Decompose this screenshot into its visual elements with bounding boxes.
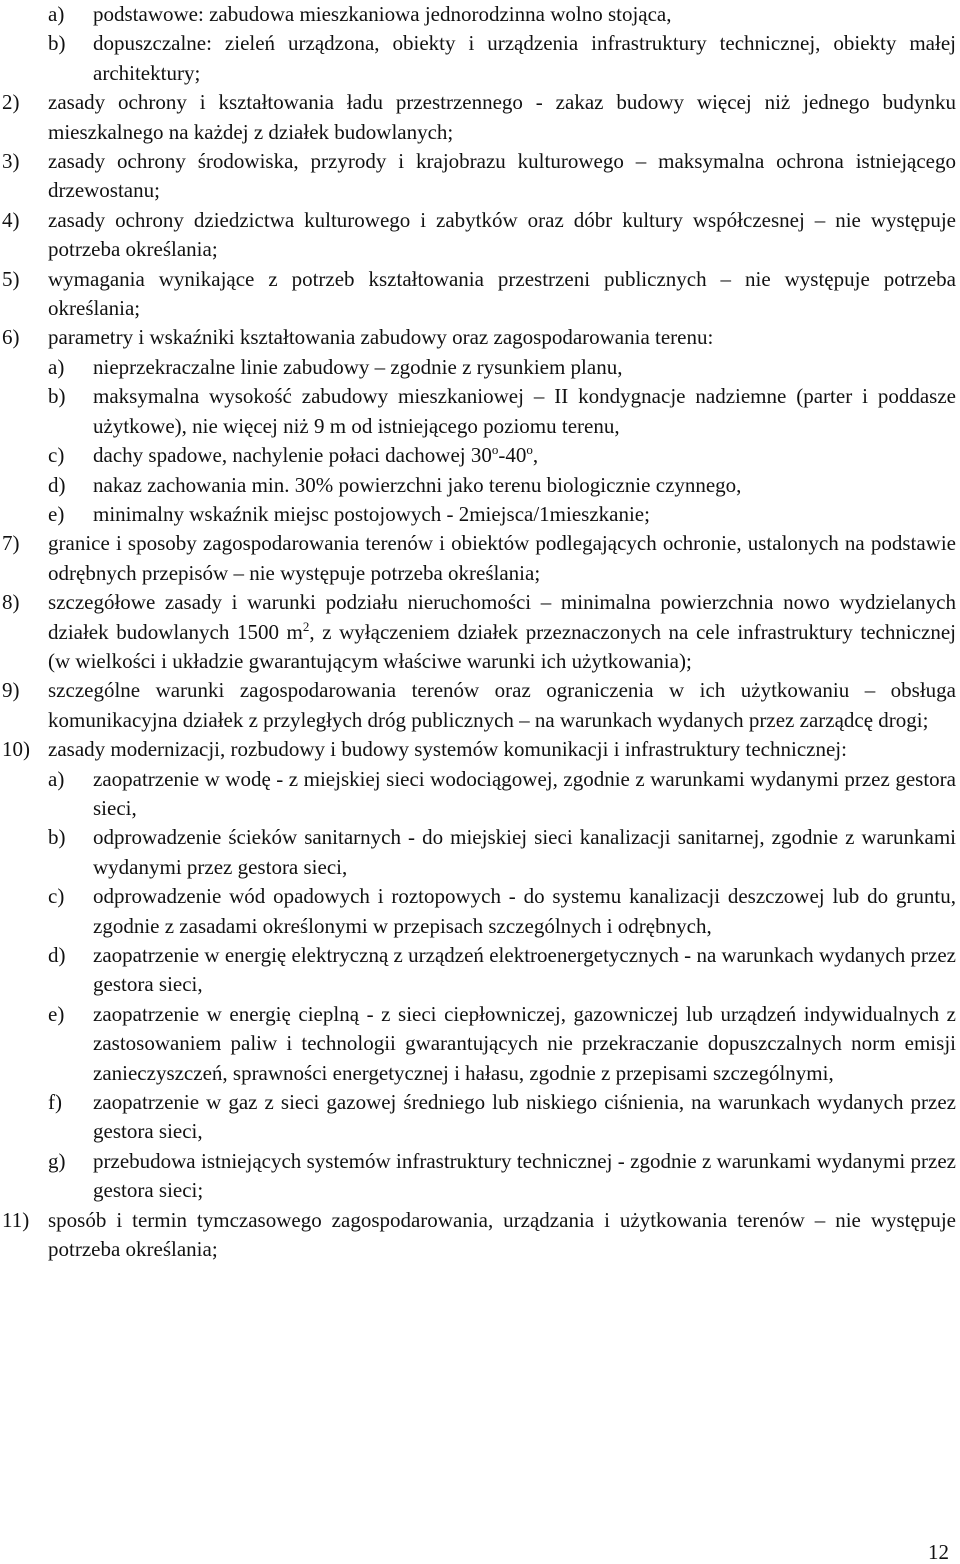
list-item-text: szczególne warunki zagospodarowania terenów oraz ograniczenia w ich użytkowaniu – obsługa komunikacyjna działek z przyległych dróg publicznych – na warunkach wydanych przez zarządcę drogi;: [48, 678, 956, 732]
list-marker: 8): [2, 590, 20, 615]
list-item-text: zaopatrzenie w wodę - z miejskiej sieci wodociągowej, zgodnie z warunkami wydanymi przez gestora sieci,: [93, 766, 956, 820]
list-item-text: podstawowe: zabudowa mieszkaniowa jednorodzinna wolno stojąca,: [93, 2, 672, 26]
list-item: [0, 323, 960, 352]
list-item-text: zaopatrzenie w gaz z sieci gazowej średniego lub niskiego ciśnienia, na warunkach wydanych przez gestora sieci,: [93, 1090, 956, 1144]
text-segment: szczegółowe zasady i warunki podziału nieruchomości – minimalna powierzchnia nowo wydzielanych działek budowlanych 1500 m: [48, 590, 956, 644]
list-marker: a): [48, 2, 65, 26]
list-marker: 7): [2, 531, 20, 556]
sub-list-item: [0, 0, 960, 29]
list-marker: d): [48, 943, 66, 967]
sub-list-item: [0, 29, 960, 88]
list-marker: d): [48, 472, 66, 497]
list-marker: c): [48, 443, 65, 468]
sub-list-item: [0, 382, 960, 441]
list-item-text: zasady ochrony środowiska, przyrody i krajobrazu kulturowego – maksymalna ochrona istniejącego drzewostanu;: [48, 149, 956, 203]
page-number: 12: [928, 1540, 949, 1564]
list-marker: e): [48, 1001, 65, 1026]
list-marker: 2): [2, 90, 20, 115]
list-marker: b): [48, 825, 66, 850]
list-marker: b): [48, 31, 66, 56]
list-item-text: zasady modernizacji, rozbudowy i budowy systemów komunikacji i infrastruktury technicznej:: [48, 737, 847, 762]
list-item-text: parametry i wskaźniki kształtowania zabudowy oraz zagospodarowania terenu:: [48, 325, 714, 350]
sub-list-item: [0, 882, 960, 941]
list-item-text: zasady ochrony dziedzictwa kulturowego i zabytków oraz dóbr kultury współczesnej – nie występuje potrzeba określania;: [48, 207, 956, 262]
sub-list-item: [0, 500, 960, 529]
list-marker: f): [48, 1090, 62, 1115]
list-marker: g): [48, 1148, 66, 1173]
list-item-text: zaopatrzenie w energię elektryczną z urządzeń elektroenergetycznych - na warunkach wydanych przez gestora sieci,: [93, 943, 956, 997]
list-marker: 9): [2, 678, 20, 703]
list-marker: b): [48, 384, 66, 409]
list-item: [0, 88, 960, 147]
text-segment: -40: [498, 443, 527, 468]
superscript: o: [526, 442, 533, 458]
superscript: 2: [302, 618, 310, 634]
list-item: [0, 588, 960, 676]
list-item-text: zaopatrzenie w energię cieplną - z sieci ciepłowniczej, gazowniczej lub urządzeń indywidualnych z zastosowaniem paliw i technologii gwarantujących nie przekraczanie dopuszczalnych norm emisji zanieczyszczeń, sprawności energetycznej i hałasu, zgodnie z przepisami szczególnymi,: [93, 1001, 956, 1085]
list-item-text: minimalny wskaźnik miejsc postojowych - 2miejsca/1mieszkanie;: [93, 501, 650, 526]
list-item-text: [93, 441, 956, 470]
list-item: [0, 529, 960, 588]
list-item-text: sposób i termin tymczasowego zagospodarowania, urządzania i użytkowania terenów – nie występuje potrzeba określania;: [48, 1207, 956, 1262]
list-marker: c): [48, 884, 65, 909]
text-segment: , z wyłączeniem działek przeznaczonych na cele infrastruktury technicznej (w wielkości i układzie gwarantującym właściwe warunki ich użytkowania);: [48, 619, 956, 673]
list-item: [0, 265, 960, 324]
sub-list-item: [0, 1000, 960, 1088]
list-item: [0, 735, 960, 764]
list-marker: a): [48, 766, 65, 791]
sub-list-item: [0, 941, 960, 1000]
sub-list-item: [0, 353, 960, 382]
list-item-text: przebudowa istniejących systemów infrastruktury technicznej - zgodnie z warunkami wydanymi przez gestora sieci;: [93, 1148, 956, 1203]
list-item-text: odprowadzenie wód opadowych i roztopowych - do systemu kanalizacji deszczowej lub do gruntu, zgodnie z zasadami określonymi w przepisach szczególnych i odrębnych,: [93, 884, 956, 938]
list-marker: 11): [2, 1207, 30, 1232]
text-segment: ,: [532, 443, 539, 468]
list-marker: 10): [2, 737, 30, 762]
list-marker: e): [48, 501, 65, 526]
list-item: [0, 206, 960, 265]
list-item-text: maksymalna wysokość zabudowy mieszkaniowej – II kondygnacje nadziemne (parter i poddasze użytkowe), nie więcej niż 9 m od istniejącego poziomu terenu,: [93, 384, 956, 438]
list-marker: 6): [2, 325, 20, 350]
sub-list-item: [0, 1147, 960, 1206]
list-item-text: dopuszczalne: zieleń urządzona, obiekty i urządzenia infrastruktury technicznej, obiekty małej architektury;: [93, 31, 956, 85]
sub-list-item: [0, 441, 960, 470]
list-item-text: zasady ochrony i kształtowania ładu przestrzennego - zakaz budowy więcej niż jednego budynku mieszkalnego na każdej z działek budowlanych;: [48, 90, 956, 144]
sub-list-item: [0, 765, 960, 824]
list-item-text: granice i sposoby zagospodarowania terenów i obiektów podlegających ochronie, ustalonych na podstawie odrębnych przepisów – nie występuje potrzeba określania;: [48, 531, 956, 585]
list-item-text: [48, 588, 956, 676]
sub-list-item: [0, 823, 960, 882]
list-item-text: nieprzekraczalne linie zabudowy – zgodnie z rysunkiem planu,: [93, 354, 623, 379]
list-marker: 4): [2, 207, 20, 232]
sub-list-item: [0, 471, 960, 500]
list-marker: 5): [2, 266, 20, 291]
list-item: [0, 1206, 960, 1265]
sub-list-item: [0, 1088, 960, 1147]
list-item-text: nakaz zachowania min. 30% powierzchni jako terenu biologicznie czynnego,: [93, 472, 742, 497]
list-item-text: wymagania wynikające z potrzeb kształtowania przestrzeni publicznych – nie występuje potrzeba określania;: [48, 266, 956, 321]
text-segment: dachy spadowe, nachylenie połaci dachowej 30: [93, 443, 492, 468]
list-item-text: odprowadzenie ścieków sanitarnych - do miejskiej sieci kanalizacji sanitarnej, zgodnie z warunkami wydanymi przez gestora sieci,: [93, 825, 956, 879]
list-item: [0, 147, 960, 206]
list-marker: a): [48, 354, 65, 379]
superscript: o: [491, 442, 499, 458]
list-item: [0, 676, 960, 735]
list-marker: 3): [2, 149, 20, 174]
